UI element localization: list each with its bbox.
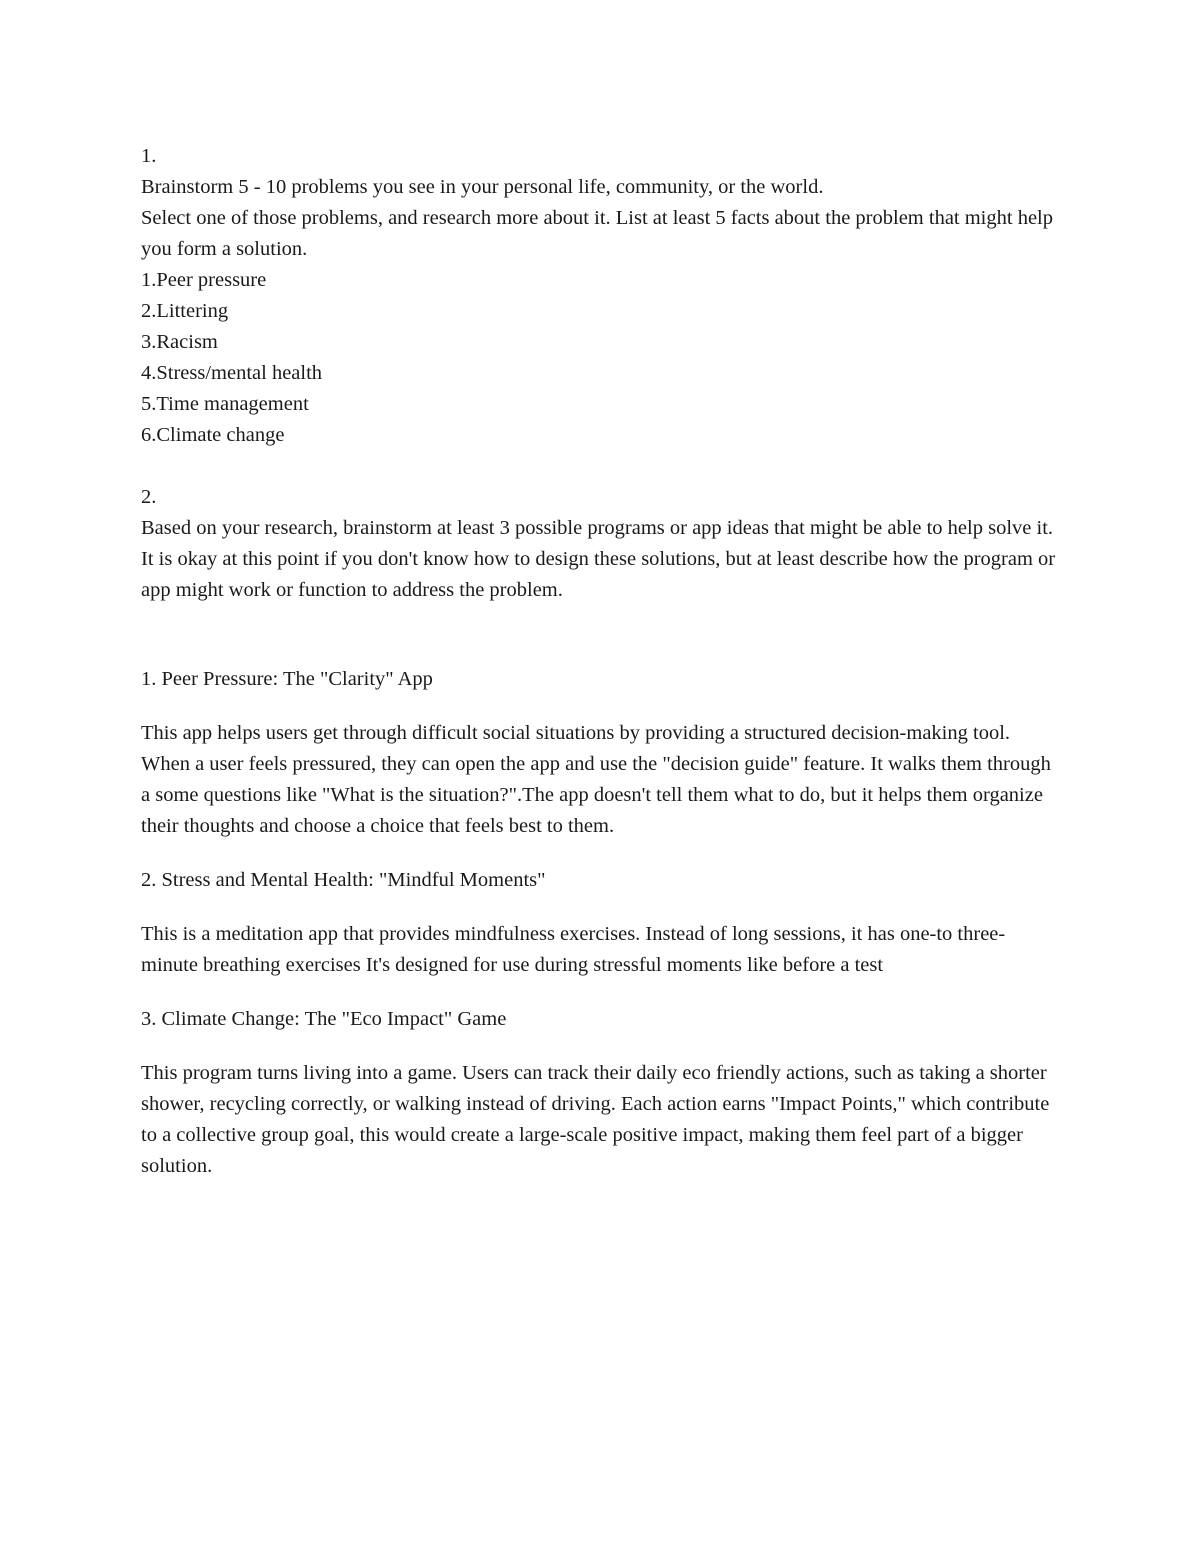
section-2-number: 2. <box>141 486 157 508</box>
idea-body: This program turns living into a game. Users can track their daily eco friendly actions, such as taking a shorter shower, recycling correctly, or walking instead of driving. Each action earns "Impact Points," which contribute to a collective group goal, this would create a large-scale positive impact, making them feel part of a bigger solution. <box>141 1062 1050 1177</box>
problem-list-item: 4.Stress/mental health <box>141 362 323 384</box>
idea-body: This is a meditation app that provides mindfulness exercises. Instead of long sessions, it has one-to three-minute breathing exercises It's designed for use during stressful moments like before a test <box>141 923 1006 976</box>
spacer <box>141 1035 1061 1058</box>
problem-list-item: 2.Littering <box>141 300 229 322</box>
section-2-prompt: Based on your research, brainstorm at least 3 possible programs or app ideas that might be able to help solve it. It is okay at this point if you don't know how to design these solutions, but at least describe how the program or app might work or function to address the problem. <box>141 517 1056 601</box>
problem-list-item: 1.Peer pressure <box>141 269 267 291</box>
idea-heading: 2. Stress and Mental Health: "Mindful Moments" <box>141 869 546 891</box>
spacer <box>141 695 1061 718</box>
spacer <box>141 981 1061 1004</box>
problem-list-item: 3.Racism <box>141 331 218 353</box>
problem-list-item: 5.Time management <box>141 393 309 415</box>
section-1-prompt-line-2: Select one of those problems, and research more about it. List at least 5 facts about the problem that might help you form a solution. <box>141 207 1053 260</box>
spacer <box>141 842 1061 865</box>
section-1-number: 1. <box>141 145 157 167</box>
section-1-prompt-line-1: Brainstorm 5 - 10 problems you see in your personal life, community, or the world. <box>141 176 824 198</box>
idea-body: This app helps users get through difficult social situations by providing a structured decision-making tool. When a user feels pressured, they can open the app and use the "decision guide" feature. It walks them through a some questions like "What is the situation?".The app doesn't tell them what to do, but it helps them organize their thoughts and choose a choice that feels best to them. <box>141 722 1051 837</box>
spacer <box>141 606 1061 664</box>
idea-heading: 3. Climate Change: The "Eco Impact" Game <box>141 1008 507 1030</box>
spacer <box>141 896 1061 919</box>
problem-list-item: 6.Climate change <box>141 424 285 446</box>
spacer <box>141 451 1061 482</box>
idea-heading: 1. Peer Pressure: The "Clarity" App <box>141 668 433 690</box>
document-page <box>141 141 1061 1182</box>
